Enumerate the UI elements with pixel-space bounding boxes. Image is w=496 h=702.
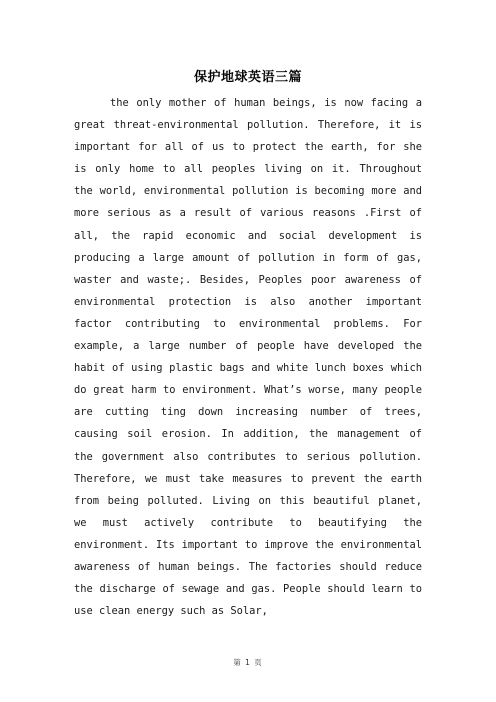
- page-number: 第 1 页: [233, 658, 263, 667]
- body-paragraph: the only mother of human beings, is now facing a great threat-environmental pollution. Therefore, it is important for all of us to protect the earth, for she is only home to all peoples living on it. Throughout the world, environmental pollution is becoming more and more serious as a result of various reasons .First of all, the rapid economic and social development is producing a large amount of pollution in form of gas, waster and waste;. Besides, Peoples poor awareness of environmental protection is also another important factor contributing to environmental problems. For example, a large number of people have developed the habit of using plastic bags and white lunch boxes which do great harm to environment. What’s worse, many people are cutting ting down increasing number of trees, causing soil erosion. In addition, the management of the government also contributes to serious pollution. Therefore, we must take measures to prevent the earth from being polluted. Living on this beautiful planet, we must actively contribute to beautifying the environment. Its important to improve the environmental awareness of human beings. The factories should reduce the discharge of sewage and gas. People should learn to use clean energy such as Solar,: [74, 97, 422, 618]
- document-title: 保护地球英语三篇: [193, 70, 302, 85]
